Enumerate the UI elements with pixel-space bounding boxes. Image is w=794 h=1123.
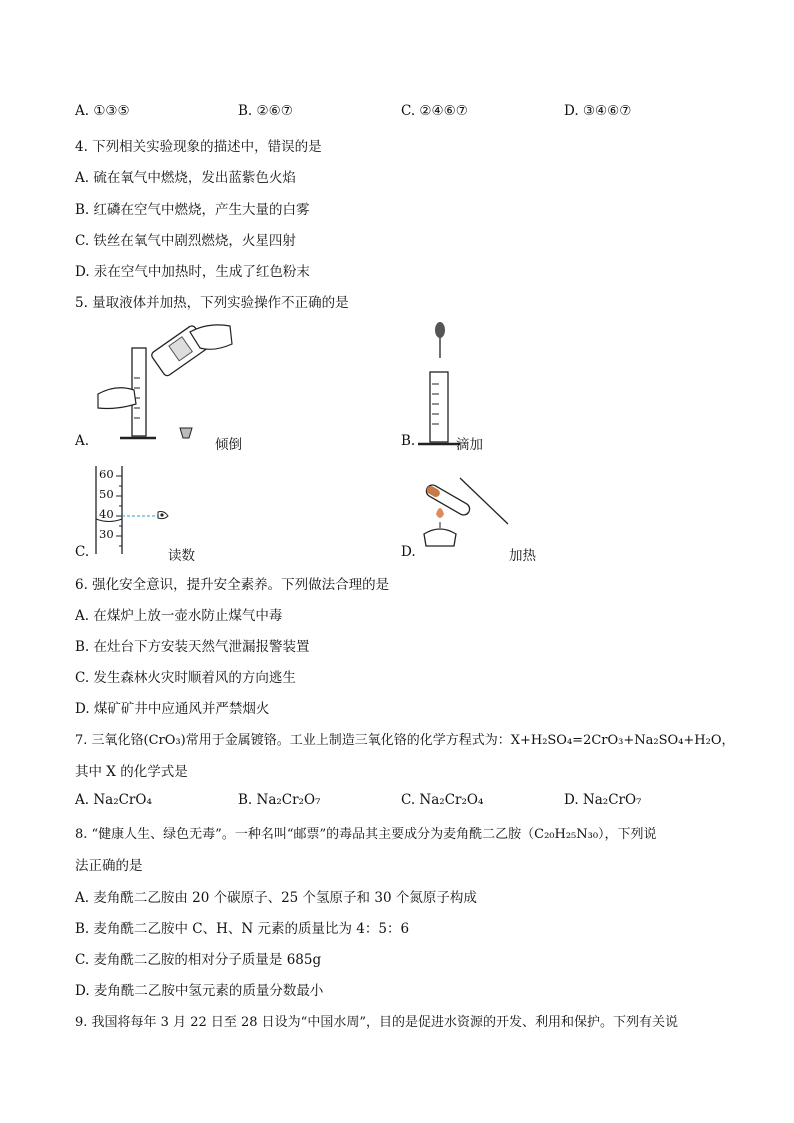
q8-option-d: D. 麦角酰二乙胺中氢元素的质量分数最小 [75,983,324,999]
q9-stem: 9. 我国将每年 3 月 22 日至 28 日设为“中国水周”，目的是促进水资源的开发、利用和保护。下列有关说 [75,1015,678,1030]
q3-option-c: C. ②④⑥⑦ [401,103,468,119]
q5-caption-b: 滴加 [456,437,483,453]
q3-option-b: B. ②⑥⑦ [238,103,293,119]
scale-label-60: 60 [99,467,114,481]
q5-label-b: B. [401,433,416,449]
q5-label-d: D. [401,544,416,560]
q4-option-b: B. 红磷在空气中燃烧，产生大量的白雾 [75,202,310,218]
q6-option-b: B. 在灶台下方安装天然气泄漏报警装置 [75,639,310,655]
q5-caption-d: 加热 [509,548,536,564]
scale-label-30: 30 [99,527,114,541]
q8-option-a: A. 麦角酰二乙胺由 20 个碳原子、25 个氢原子和 30 个氮原子构成 [75,890,477,906]
q4-stem: 4. 下列相关实验现象的描述中，错误的是 [75,139,322,155]
q4-option-d: D. 汞在空气中加热时，生成了红色粉末 [75,264,310,280]
q7-stem-line1: 7. 三氧化铬(CrO₃)常用于金属镀铬。工业上制造三氧化铬的化学方程式为：X+H₂SO₄=2CrO₃+Na₂SO₄+H₂O， [75,733,735,748]
q8-stem-line2: 法正确的是 [75,858,143,874]
scale-label-40: 40 [99,507,114,521]
q4-option-c: C. 铁丝在氧气中剧烈燃烧，火星四射 [75,233,296,249]
q8-option-c: C. 麦角酰二乙胺的相对分子质量是 685g [75,952,322,968]
figure-heating [414,470,514,554]
q5-caption-a: 倾倒 [215,437,242,453]
q5-caption-c: 读数 [168,548,195,564]
q7-stem-line2: 其中 X 的化学式是 [75,764,188,780]
q8-stem-line1: 8. “健康人生、绿色无毒”。一种名叫“邮票”的毒品其主要成分为麦角酰二乙胺（C₂₀H₂₅N₃₀），下列说 [75,827,657,842]
q5-stem: 5. 量取液体并加热，下列实验操作不正确的是 [75,295,349,311]
q5-label-c: C. [75,544,90,560]
q3-option-a: A. ①③⑤ [75,103,130,119]
q6-option-d: D. 煤矿矿井中应通风并严禁烟火 [75,701,270,717]
q7-option-a: A. Na₂CrO₄ [75,792,152,808]
q6-stem: 6. 强化安全意识，提升安全素养。下列做法合理的是 [75,577,390,593]
scale-label-50: 50 [99,487,114,501]
q3-option-d: D. ③④⑥⑦ [564,103,632,119]
q5-label-a: A. [75,433,90,449]
q7-option-c: C. Na₂Cr₂O₄ [401,792,484,808]
q7-option-b: B. Na₂Cr₂O₇ [238,792,321,808]
q6-option-a: A. 在煤炉上放一壶水防止煤气中毒 [75,608,283,624]
q7-option-d: D. Na₂CrO₇ [564,792,642,808]
q6-option-c: C. 发生森林火灾时顺着风的方向逃生 [75,670,296,686]
q8-option-b: B. 麦角酰二乙胺中 C、H、N 元素的质量比为 4：5：6 [75,921,410,937]
q4-option-a: A. 硫在氧气中燃烧，发出蓝紫色火焰 [75,170,296,186]
